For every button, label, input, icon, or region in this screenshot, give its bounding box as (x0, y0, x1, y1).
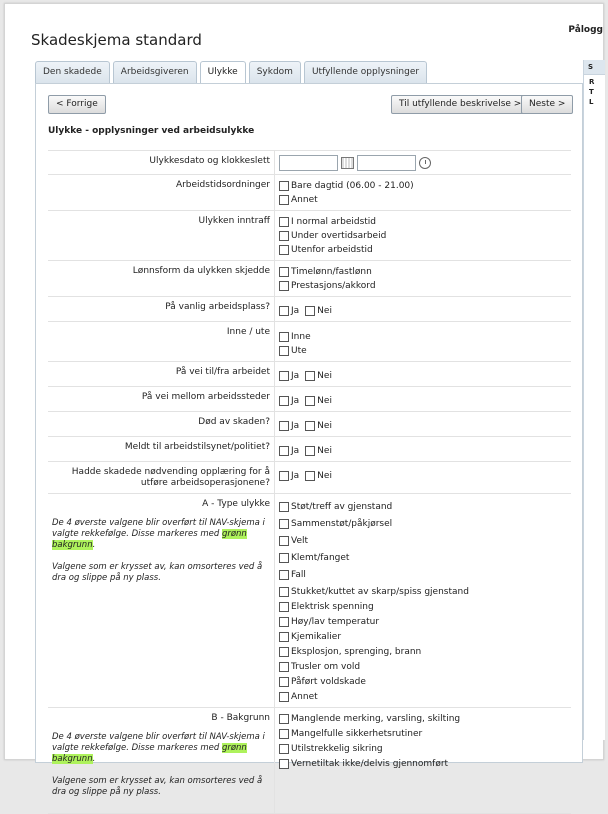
checkbox[interactable] (279, 267, 289, 277)
pay-form-label: Lønnsform da ulykken skjedde (48, 261, 275, 296)
option-yes[interactable]: Ja (279, 394, 299, 408)
next-button[interactable]: Neste > (521, 95, 573, 114)
reported-label: Meldt til arbeidstilsynet/politiet? (48, 437, 275, 461)
form-row-background (48, 708, 571, 814)
date-label: Ulykkesdato og klokkeslett (48, 151, 275, 174)
right-panel-letter: T (589, 88, 594, 96)
date-input[interactable] (279, 155, 338, 171)
right-panel-content (584, 75, 605, 107)
to-description-button[interactable]: Til utfyllende beskrivelse > (391, 95, 529, 114)
checkbox[interactable] (279, 502, 289, 512)
checkbox[interactable] (279, 647, 289, 657)
option-eksplosjon[interactable]: Eksplosjon, sprenging, brann (279, 645, 571, 659)
option-temperatur[interactable]: Høy/lav temperatur (279, 615, 571, 629)
tab-den-skadede[interactable]: Den skadede (35, 61, 110, 83)
checkbox[interactable] (279, 692, 289, 702)
option-annet[interactable]: Annet (279, 193, 571, 207)
checkbox[interactable] (279, 632, 289, 642)
training-label: Hadde skadede nødvending opplæring for å utføre arbeidsoperasjonene? (48, 462, 275, 493)
right-side-panel (583, 60, 605, 740)
working-hours-label: Arbeidstidsordninger (48, 175, 275, 210)
tab-ulykke[interactable]: Ulykke (200, 61, 246, 84)
section-title: Ulykke - opplysninger ved arbeidsulykke (48, 126, 255, 136)
checkbox[interactable] (279, 662, 289, 672)
option-elektrisk[interactable]: Elektrisk spenning (279, 600, 571, 614)
right-panel-letter: L (589, 98, 594, 106)
prev-button[interactable]: < Forrige (48, 95, 106, 114)
option-no[interactable]: Nei (305, 469, 332, 483)
usual-place-label: På vanlig arbeidsplass? (48, 297, 275, 321)
between-sites-label: På vei mellom arbeidssteder (48, 387, 275, 411)
checkbox[interactable] (279, 231, 289, 241)
form-row-usual-place (48, 297, 571, 322)
tab-utfyllende-opplysninger[interactable]: Utfyllende opplysninger (304, 61, 427, 83)
checkbox[interactable] (279, 217, 289, 227)
form-window (4, 3, 604, 797)
form-row-working-hours (48, 175, 571, 211)
option-no[interactable]: Nei (305, 394, 332, 408)
option-fall[interactable]: Fall (279, 568, 571, 582)
option-yes[interactable]: Ja (279, 369, 299, 383)
option-timelonn[interactable]: Timelønn/fastlønn (279, 265, 571, 279)
form-row-occurred (48, 211, 571, 261)
option-sikkerhetsrutiner[interactable]: Mangelfulle sikkerhetsrutiner (279, 727, 571, 741)
option-ute[interactable]: Ute (279, 344, 571, 358)
checkbox[interactable] (305, 396, 315, 406)
option-no[interactable]: Nei (305, 369, 332, 383)
calendar-icon[interactable] (341, 157, 354, 169)
page-title: Skadeskjema standard (31, 31, 202, 49)
commute-label: På vei til/fra arbeidet (48, 362, 275, 386)
checkbox[interactable] (305, 471, 315, 481)
option-akkord[interactable]: Prestasjons/akkord (279, 279, 571, 293)
checkbox[interactable] (279, 306, 289, 316)
ordering-note: De 4 øverste valgene blir overført til NAV-skjema i valgte rekkefølge. Disse markeres med grønn bakgrunn. Valgene som er krysset av, kan omsorteres ved å dra og slippe på ny plass. (52, 732, 265, 797)
option-sammenstot[interactable]: Sammenstøt/påkjørsel (279, 517, 571, 531)
checkbox[interactable] (279, 245, 289, 255)
checkbox[interactable] (279, 587, 289, 597)
form-row-between-sites (48, 387, 571, 412)
ordering-note: De 4 øverste valgene blir overført til NAV-skjema i valgte rekkefølge. Disse markeres med grønn bakgrunn. Valgene som er krysset av, kan omsorteres ved å dra og slippe på ny plass. (52, 518, 265, 583)
form-row-commute (48, 362, 571, 387)
right-panel-letter: R (589, 78, 595, 86)
checkbox[interactable] (279, 536, 289, 546)
accident-type-label: A - Type ulykke (202, 499, 270, 509)
option-klemt[interactable]: Klemt/fanget (279, 551, 571, 565)
form-row-reported (48, 437, 571, 462)
accident-form (48, 150, 571, 814)
option-yes[interactable]: Ja (279, 304, 299, 318)
checkbox[interactable] (279, 519, 289, 529)
form-row-death (48, 412, 571, 437)
checkbox[interactable] (279, 332, 289, 342)
occurred-label: Ulykken inntraff (48, 211, 275, 260)
checkbox[interactable] (279, 714, 289, 724)
checkbox[interactable] (279, 729, 289, 739)
checkbox[interactable] (279, 371, 289, 381)
option-velt[interactable]: Velt (279, 534, 571, 548)
background-label: B - Bakgrunn (211, 713, 270, 723)
checkbox[interactable] (305, 446, 315, 456)
checkbox[interactable] (279, 281, 289, 291)
death-label: Død av skaden? (48, 412, 275, 436)
form-row-pay-form (48, 261, 571, 297)
option-normal-arbeidstid[interactable]: I normal arbeidstid (279, 215, 571, 229)
green-highlight: grønn bakgrunn (52, 529, 247, 550)
tab-arbeidsgiveren[interactable]: Arbeidsgiveren (113, 61, 197, 83)
option-overtid[interactable]: Under overtidsarbeid (279, 229, 571, 243)
time-input[interactable] (357, 155, 416, 171)
checkbox[interactable] (279, 346, 289, 356)
checkbox[interactable] (279, 570, 289, 580)
option-merking[interactable]: Manglende merking, varsling, skilting (279, 712, 571, 726)
option-no[interactable]: Nei (305, 419, 332, 433)
right-panel-header: S (584, 60, 605, 75)
option-annet[interactable]: Annet (279, 690, 571, 704)
option-sikring[interactable]: Utilstrekkelig sikring (279, 742, 571, 756)
option-vernetiltak[interactable]: Vernetiltak ikke/delvis gjennomført (279, 757, 571, 771)
option-yes[interactable]: Ja (279, 469, 299, 483)
checkbox[interactable] (279, 759, 289, 769)
checkbox[interactable] (279, 446, 289, 456)
checkbox[interactable] (279, 553, 289, 563)
option-kjemikalier[interactable]: Kjemikalier (279, 630, 571, 644)
option-trusler[interactable]: Trusler om vold (279, 660, 571, 674)
option-no[interactable]: Nei (305, 304, 332, 318)
tab-content-ulykke (35, 83, 583, 797)
checkbox[interactable] (305, 421, 315, 431)
option-yes[interactable]: Ja (279, 419, 299, 433)
option-inne[interactable]: Inne (279, 330, 571, 344)
green-highlight: grønn bakgrunn (52, 743, 247, 764)
checkbox[interactable] (279, 744, 289, 754)
option-no[interactable]: Nei (305, 444, 332, 458)
checkbox[interactable] (279, 195, 289, 205)
option-dagtid[interactable]: Bare dagtid (06.00 - 21.00) (279, 179, 571, 193)
checkbox[interactable] (279, 421, 289, 431)
form-row-in-out (48, 322, 571, 362)
form-row-training (48, 462, 571, 494)
user-login-label[interactable]: Pålogg (568, 25, 603, 35)
clock-icon[interactable] (419, 157, 431, 169)
checkbox[interactable] (279, 602, 289, 612)
checkbox[interactable] (279, 181, 289, 191)
option-yes[interactable]: Ja (279, 444, 299, 458)
form-row-date (48, 151, 571, 175)
checkbox[interactable] (279, 396, 289, 406)
checkbox[interactable] (279, 677, 289, 687)
tab-sykdom[interactable]: Sykdom (249, 61, 301, 83)
option-stukket[interactable]: Stukket/kuttet av skarp/spiss gjenstand (279, 585, 571, 599)
checkbox[interactable] (305, 306, 315, 316)
form-row-accident-type (48, 494, 571, 708)
option-utenfor[interactable]: Utenfor arbeidstid (279, 243, 571, 257)
option-voldskade[interactable]: Påført voldskade (279, 675, 571, 689)
checkbox[interactable] (279, 617, 289, 627)
checkbox[interactable] (305, 371, 315, 381)
option-stot[interactable]: Støt/treff av gjenstand (279, 500, 571, 514)
tab-bar (35, 61, 430, 83)
checkbox[interactable] (279, 471, 289, 481)
in-out-label: Inne / ute (48, 322, 275, 361)
